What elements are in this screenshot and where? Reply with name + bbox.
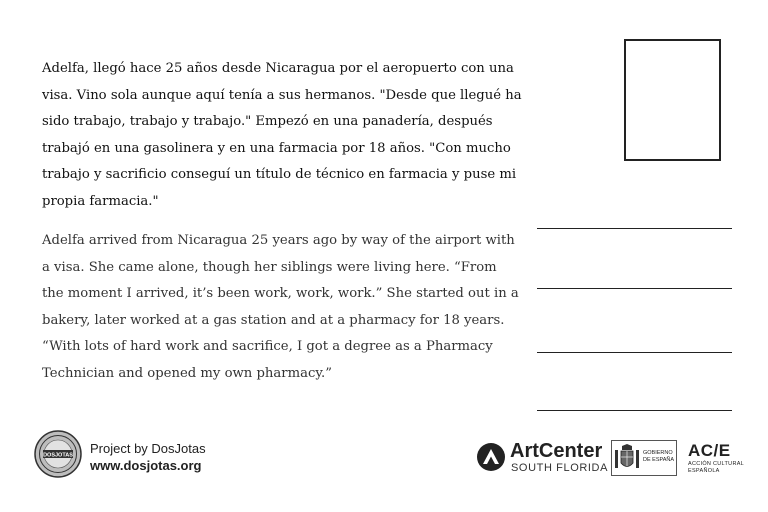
project-label: Project by DosJotas [90, 441, 206, 456]
ace-sub-line-1: ACCIÓN CULTURAL [688, 461, 745, 467]
ace-logo [688, 441, 748, 474]
address-line-1 [537, 228, 732, 229]
spanish-story-text: Adelfa, llegó hace 25 años desde Nicaragua por el aeropuerto con una visa. Vino sola aunque aquí tenía a sus hermanos. "Desde que llegué ha sido trabajo, trabajo y trabajo." Empezó en una panadería, después trabajó en una gasolinera y en una farmacia por 18 años. "Con mucho trabajo y sacrificio conseguí un título de técnico en farmacia y puse mi propia farmacia." [42, 61, 522, 209]
seal-logo-text: DOSJOTAS [43, 452, 73, 459]
artcenter-sub: SOUTH FLORIDA [511, 462, 609, 474]
gobierno-espana-logo [611, 440, 677, 476]
dosjotas-seal-logo [34, 430, 82, 478]
english-story-text: Adelfa arrived from Nicaragua 25 years ago by way of the airport with a visa. She came alone, though her siblings were living here. “From the moment I arrived, it’s been work, work, work.” She started out in a bakery, later worked at a gas station and at a pharmacy for 18 years. “With lots of hard work and sacrifice, I got a degree as a Pharmacy Technician and opened my own pharmacy.” [42, 233, 519, 381]
gobierno-line-2: DE ESPAÑA [643, 456, 675, 463]
coat-of-arms-icon [614, 444, 640, 472]
ace-sub-line-2: ESPAÑOLA [688, 467, 720, 474]
stamp-box [624, 39, 721, 161]
project-url: www.dosjotas.org [90, 458, 202, 473]
gobierno-line-1: GOBIERNO [643, 450, 673, 456]
ace-name: AC/E [688, 441, 731, 460]
address-line-3 [537, 352, 732, 353]
gobierno-text [643, 450, 677, 463]
artcenter-icon [476, 442, 506, 472]
address-line-4 [537, 410, 732, 411]
artcenter-name: ArtCenter [510, 440, 603, 462]
ace-subtitle [688, 461, 748, 474]
address-line-2 [537, 288, 732, 289]
